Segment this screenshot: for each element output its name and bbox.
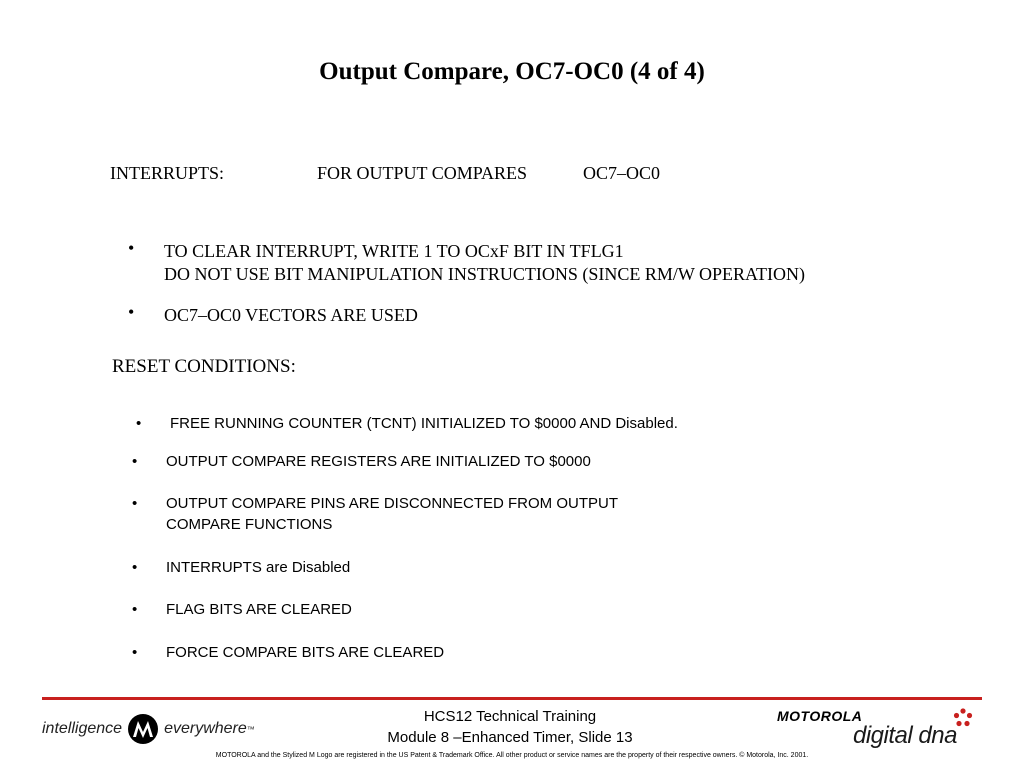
bullet-dot: • (128, 302, 135, 322)
reset-bullet-2 (132, 451, 591, 472)
bullet-text-line1: FLAG BITS ARE CLEARED (166, 601, 352, 618)
reset-bullet-4 (132, 557, 351, 578)
legal-notice: MOTOROLA and the Stylized M Logo are registered in the US Patent & Trademark Office. All other product or service names are the property of their respective owners. © Motorola, Inc. 2001. (215, 752, 809, 759)
footer-divider (42, 697, 982, 700)
intelligence-everywhere-logo (42, 713, 255, 745)
interrupts-label: INTERRUPTS: (110, 163, 225, 183)
bullet-text-line1: TO CLEAR INTERRUPT, WRITE 1 TO OCxF BIT IN TFLG1 (164, 241, 624, 261)
footer-center-text (360, 706, 660, 748)
interrupt-bullet-1 (128, 238, 806, 286)
interrupt-bullet-2 (128, 302, 418, 327)
reset-bullet-6 (132, 642, 445, 663)
interrupts-middle: FOR OUTPUT COMPARES (317, 163, 528, 183)
bullet-dot: • (132, 644, 138, 661)
reset-conditions-heading: RESET CONDITIONS: (112, 356, 296, 377)
bullet-dot: • (132, 601, 138, 618)
tagline-right: everywhere (164, 720, 247, 737)
reset-bullet-1 (136, 413, 678, 434)
bullet-text-line1: FORCE COMPARE BITS ARE CLEARED (166, 644, 445, 661)
bullet-text-line1: OUTPUT COMPARE REGISTERS ARE INITIALIZED TO $0000 (166, 453, 591, 470)
bullet-text-line1: INTERRUPTS are Disabled (166, 559, 351, 576)
interrupts-right: OC7–OC0 (583, 163, 661, 183)
bullet-text-line2: DO NOT USE BIT MANIPULATION INSTRUCTIONS (SINCE RM/W OPERATION) (164, 264, 806, 284)
footer-line1: HCS12 Technical Training (423, 708, 597, 725)
bullet-dot: • (132, 559, 138, 576)
digital-dna-logo: digital dna (853, 722, 957, 749)
tagline-tm: ™ (246, 724, 255, 734)
motorola-m-icon (127, 713, 159, 745)
motorola-wordmark: MOTOROLA (777, 708, 863, 724)
bullet-text-line1: OUTPUT COMPARE PINS ARE DISCONNECTED FROM OUTPUT (166, 495, 618, 512)
bullet-dot: • (136, 415, 142, 432)
bullet-text-line1: FREE RUNNING COUNTER (TCNT) INITIALIZED TO $0000 AND Disabled. (170, 415, 678, 432)
bullet-dot: • (132, 495, 138, 512)
footer-line2: Module 8 –Enhanced Timer, Slide 13 (387, 729, 633, 746)
slide-title: Output Compare, OC7-OC0 (4 of 4) (319, 58, 705, 85)
bullet-dot: • (128, 238, 135, 258)
tagline-left: intelligence (42, 720, 123, 737)
bullet-text-line2: COMPARE FUNCTIONS (166, 516, 333, 533)
bullet-dot: • (132, 453, 138, 470)
bullet-text-line1: OC7–OC0 VECTORS ARE USED (164, 305, 418, 325)
reset-bullet-5 (132, 599, 352, 620)
reset-bullet-3 (132, 493, 618, 535)
